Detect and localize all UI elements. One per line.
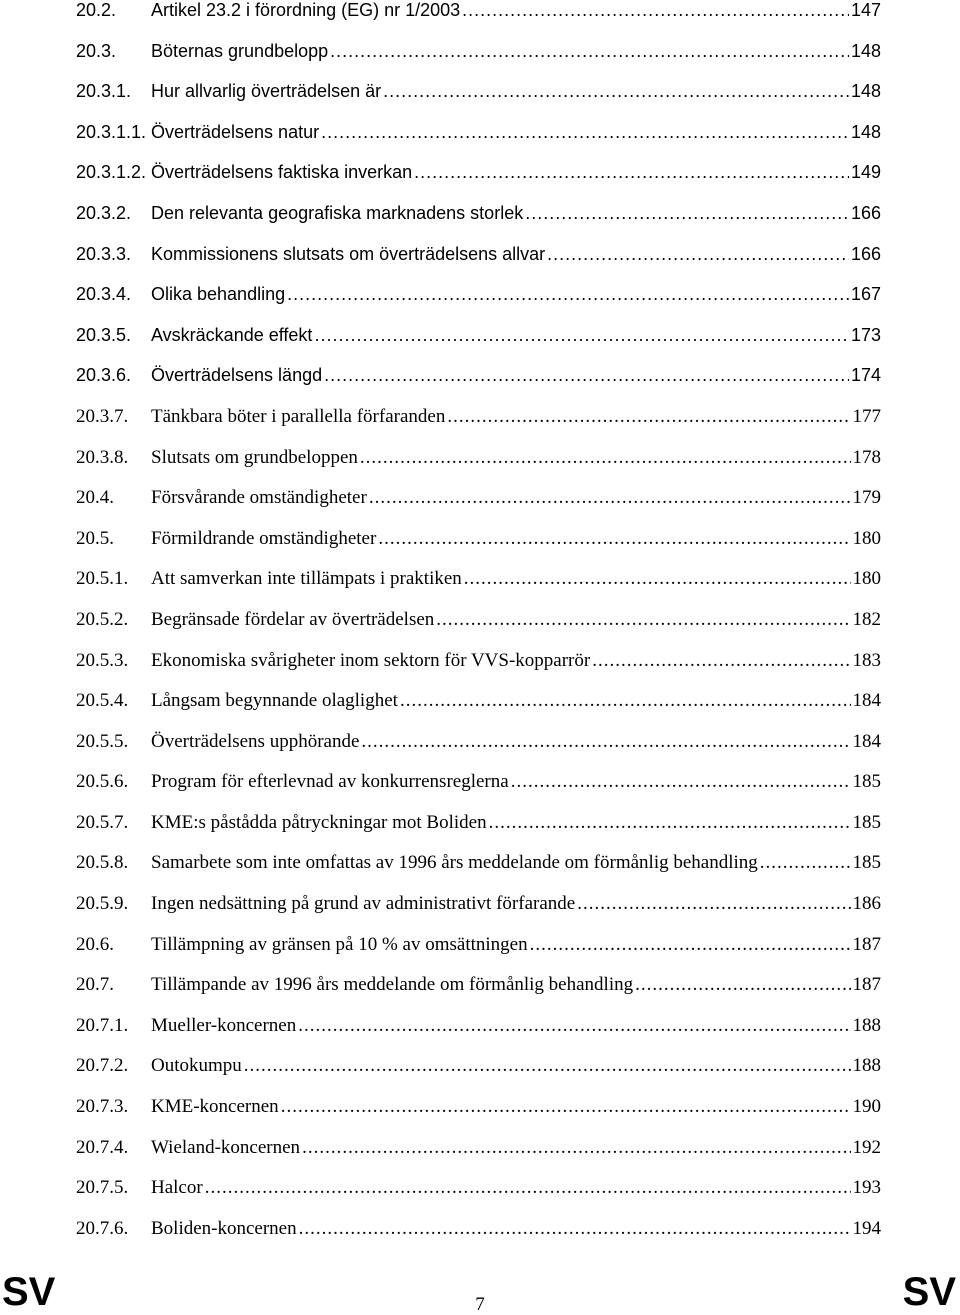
toc-entry-title: Tänkbara böter i parallella förfaranden <box>151 405 446 427</box>
toc-entry-line <box>151 81 881 102</box>
toc-entry-number: 20.5.3. <box>76 649 129 671</box>
toc-entry-title: Olika behandling <box>151 284 286 305</box>
toc-entry[interactable] <box>0 0 960 29</box>
toc-entry-number: 20.5. <box>76 527 114 549</box>
toc-entry-line <box>151 609 881 631</box>
toc-entry-line <box>151 162 881 183</box>
toc-entry-page: 180 <box>852 568 881 590</box>
toc-entry-line <box>151 244 881 265</box>
toc-entry[interactable] <box>0 475 960 516</box>
dot-leader <box>635 974 850 996</box>
toc-entry[interactable] <box>0 191 960 232</box>
toc-entry-line <box>151 934 881 956</box>
toc-entry-title: KME:s påstådda påtryckningar mot Boliden <box>151 811 487 833</box>
toc-entry-number: 20.5.6. <box>76 771 129 793</box>
toc-entry[interactable] <box>0 313 960 354</box>
toc-entry-page: 177 <box>852 405 881 427</box>
toc-entry-line <box>151 284 881 305</box>
toc-entry-title: Överträdelsens längd <box>151 365 323 386</box>
toc-entry-title: Ingen nedsättning på grund av administrativt förfarande <box>151 893 576 915</box>
toc-entry-number: 20.3.4. <box>76 284 132 305</box>
toc-entry-page: 184 <box>852 690 881 712</box>
toc-entry-page: 148 <box>850 40 881 61</box>
toc-entry-line <box>151 528 881 550</box>
toc-entry-number: 20.5.4. <box>76 690 129 712</box>
toc-entry-title: Program för efterlevnad av konkurrensreglerna <box>151 771 509 793</box>
toc-entry-title: Överträdelsens upphörande <box>151 730 360 752</box>
toc-entry-line <box>151 1096 881 1118</box>
toc-entry[interactable] <box>0 840 960 881</box>
toc-entry-page: 148 <box>850 121 881 142</box>
dot-leader <box>324 365 849 386</box>
dot-leader <box>298 1015 850 1037</box>
dot-leader <box>464 568 851 590</box>
toc-entry-number: 20.3.7. <box>76 405 129 427</box>
toc-entry-title: Kommissionens slutsats om överträdelsens allvar <box>151 243 546 264</box>
toc-entry-page: 184 <box>852 730 881 752</box>
toc-entry-number: 20.3.8. <box>76 446 129 468</box>
toc-entry-page: 187 <box>852 933 881 955</box>
toc-entry[interactable] <box>0 110 960 151</box>
toc-entry-number: 20.2. <box>76 0 117 20</box>
toc-entry-number: 20.5.2. <box>76 608 129 630</box>
toc-entry-title: Wieland-koncernen <box>151 1136 301 1158</box>
toc-entry-title: Försvårande omständigheter <box>151 487 367 509</box>
toc-entry-line <box>151 41 881 62</box>
dot-leader <box>299 1218 851 1240</box>
toc-entry-number: 20.7.2. <box>76 1055 129 1077</box>
toc-entry-line <box>151 1177 881 1199</box>
toc-entry-page: 194 <box>852 1217 881 1239</box>
toc-entry-title: Halcor <box>151 1177 203 1199</box>
toc-entry-page: 167 <box>850 284 881 305</box>
toc-entry-number: 20.7.3. <box>76 1096 129 1118</box>
toc-entry-title: Boliden-koncernen <box>151 1217 297 1239</box>
toc-entry-number: 20.3.1.1. <box>76 121 147 142</box>
toc-entry-title: Begränsade fördelar av överträdelsen <box>151 608 435 630</box>
toc-entry-page: 166 <box>850 202 881 223</box>
toc-entry-number: 20.5.9. <box>76 893 129 915</box>
dot-leader <box>577 893 850 915</box>
toc-entry[interactable] <box>0 800 960 841</box>
language-mark-right: SV <box>902 1270 956 1314</box>
toc-entry-line <box>151 487 881 509</box>
toc-entry[interactable] <box>0 29 960 70</box>
toc-entry-page: 192 <box>852 1136 881 1158</box>
dot-leader <box>360 447 851 469</box>
toc-entry[interactable] <box>0 759 960 800</box>
toc-entry-number: 20.3.6. <box>76 365 132 386</box>
toc-entry-page: 185 <box>852 771 881 793</box>
dot-leader <box>314 325 849 346</box>
dot-leader <box>436 609 850 631</box>
dot-leader <box>400 690 851 712</box>
toc-entry-number: 20.5.5. <box>76 730 129 752</box>
toc-entry-number: 20.3. <box>76 40 117 61</box>
toc-entry-page: 190 <box>852 1096 881 1118</box>
toc-entry-title: Tillämpande av 1996 års meddelande om förmånlig behandling <box>151 974 634 996</box>
toc-entry-number: 20.3.2. <box>76 202 132 223</box>
toc-entry[interactable] <box>0 272 960 313</box>
toc-entry[interactable] <box>0 69 960 110</box>
toc-entry[interactable] <box>0 1125 960 1166</box>
toc-entry-page: 188 <box>852 1055 881 1077</box>
toc-entry-title: Förmildrande omständigheter <box>151 527 377 549</box>
toc-entry-page: 186 <box>852 893 881 915</box>
toc-entry-page: 188 <box>852 1014 881 1036</box>
toc-entry-line <box>151 406 881 428</box>
toc-entry-number: 20.5.8. <box>76 852 129 874</box>
toc-entry[interactable] <box>0 556 960 597</box>
toc-entry-page: 180 <box>852 527 881 549</box>
toc-entry-page: 182 <box>852 608 881 630</box>
toc-entry-title: Outokumpu <box>151 1055 242 1077</box>
toc-entry[interactable] <box>0 232 960 273</box>
toc-entry-line <box>151 568 881 590</box>
dot-leader <box>281 1096 851 1118</box>
toc-entry[interactable] <box>0 962 960 1003</box>
toc-entry[interactable] <box>0 516 960 557</box>
toc-entry[interactable] <box>0 1206 960 1247</box>
toc-entry-number: 20.7.1. <box>76 1014 129 1036</box>
toc-entry-line <box>151 893 881 915</box>
toc-entry[interactable] <box>0 353 960 394</box>
toc-entry[interactable] <box>0 394 960 435</box>
dot-leader <box>205 1177 851 1199</box>
toc-entry-page: 183 <box>852 649 881 671</box>
toc-entry-page: 178 <box>852 446 881 468</box>
dot-leader <box>330 41 849 62</box>
toc-entry-number: 20.3.5. <box>76 324 132 345</box>
toc-entry-page: 147 <box>850 0 881 20</box>
toc-entry-line <box>151 203 881 224</box>
dot-leader <box>378 528 850 550</box>
toc-entry-title: Överträdelsens faktiska inverkan <box>151 162 413 183</box>
toc-entry-line <box>151 122 881 143</box>
toc-entry-title: Samarbete som inte omfattas av 1996 års meddelande om förmånlig behandling <box>151 852 758 874</box>
toc-entry-title: Överträdelsens natur <box>151 121 320 142</box>
toc-entry-title: Böternas grundbelopp <box>151 40 329 61</box>
dot-leader <box>369 487 851 509</box>
toc-entry-title: Artikel 23.2 i förordning (EG) nr 1/2003 <box>151 0 461 20</box>
toc-entry-page: 185 <box>852 811 881 833</box>
toc-entry-line <box>151 1218 881 1240</box>
dot-leader <box>447 406 850 428</box>
page-number: 7 <box>475 1294 485 1315</box>
toc-entry-line <box>151 1137 881 1159</box>
toc-entry-number: 20.3.1. <box>76 81 132 102</box>
dot-leader <box>547 244 849 265</box>
toc-entry-line <box>151 771 881 793</box>
dot-leader <box>302 1137 850 1159</box>
toc-entry-line <box>151 365 881 386</box>
toc-entry[interactable] <box>0 435 960 476</box>
toc-entry[interactable] <box>0 922 960 963</box>
toc-entry-line <box>151 812 881 834</box>
dot-leader <box>321 122 849 143</box>
toc-entry-page: 185 <box>852 852 881 874</box>
dot-leader <box>525 203 849 224</box>
toc-entry[interactable] <box>0 638 960 679</box>
toc-entry-number: 20.7.6. <box>76 1217 129 1239</box>
toc-entry-page: 179 <box>852 487 881 509</box>
toc-entry[interactable] <box>0 150 960 191</box>
toc-entry-number: 20.4. <box>76 487 114 509</box>
toc-entry-line <box>151 650 881 672</box>
toc-entry-title: Tillämpning av gränsen på 10 % av omsättningen <box>151 933 528 955</box>
toc-entry[interactable] <box>0 1165 960 1206</box>
toc-entry-number: 20.5.7. <box>76 811 129 833</box>
dot-leader <box>760 852 851 874</box>
toc-entry[interactable] <box>0 1084 960 1125</box>
toc-entry[interactable] <box>0 719 960 760</box>
toc-entry-page: 148 <box>850 81 881 102</box>
toc-entry-title: KME-koncernen <box>151 1096 279 1118</box>
toc-entry-line <box>151 0 881 21</box>
toc-entry-number: 20.6. <box>76 933 114 955</box>
toc-entry-title: Mueller-koncernen <box>151 1014 297 1036</box>
toc-entry[interactable] <box>0 1003 960 1044</box>
toc-entry-title: Slutsats om grundbeloppen <box>151 446 358 468</box>
toc-entry[interactable] <box>0 881 960 922</box>
toc-entry-title: Hur allvarlig överträdelsen är <box>151 81 382 102</box>
toc-entry-line <box>151 1055 881 1077</box>
toc-entry-number: 20.7. <box>76 974 114 996</box>
dot-leader <box>361 731 850 753</box>
toc-entry-title: Den relevanta geografiska marknadens storlek <box>151 202 524 223</box>
dot-leader <box>414 162 849 183</box>
toc-entry-line <box>151 447 881 469</box>
toc-entry-page: 149 <box>850 162 881 183</box>
dot-leader <box>287 284 849 305</box>
toc-entry-line <box>151 325 881 346</box>
toc-entry[interactable] <box>0 678 960 719</box>
toc-entry-title: Avskräckande effekt <box>151 324 313 345</box>
dot-leader <box>383 81 849 102</box>
toc-entry-page: 193 <box>852 1177 881 1199</box>
dot-leader <box>244 1055 851 1077</box>
toc-entry-title: Att samverkan inte tillämpats i praktiken <box>151 568 462 590</box>
toc-entry-title: Långsam begynnande olaglighet <box>151 690 398 712</box>
toc-entry-line <box>151 852 881 874</box>
toc-entry-line <box>151 690 881 712</box>
toc-entry-number: 20.3.1.2. <box>76 162 147 183</box>
dot-leader <box>462 0 849 21</box>
toc-entry-line <box>151 974 881 996</box>
toc-entry-number: 20.7.5. <box>76 1177 129 1199</box>
dot-leader <box>489 812 851 834</box>
toc-entry-page: 187 <box>852 974 881 996</box>
dot-leader <box>592 650 850 672</box>
toc-entry[interactable] <box>0 597 960 638</box>
toc-entry-page: 166 <box>850 243 881 264</box>
toc-entry-number: 20.5.1. <box>76 568 129 590</box>
toc-entry-page: 173 <box>850 324 881 345</box>
dot-leader <box>530 934 851 956</box>
toc-entry-number: 20.7.4. <box>76 1136 129 1158</box>
dot-leader <box>511 771 851 793</box>
toc-entry-line <box>151 731 881 753</box>
language-mark-left: SV <box>2 1270 56 1314</box>
toc-entry[interactable] <box>0 1043 960 1084</box>
toc-entry-title: Ekonomiska svårigheter inom sektorn för VVS-kopparrör <box>151 649 591 671</box>
toc-entry-number: 20.3.3. <box>76 243 132 264</box>
toc-entry-line <box>151 1015 881 1037</box>
toc-entry-page: 174 <box>850 365 881 386</box>
